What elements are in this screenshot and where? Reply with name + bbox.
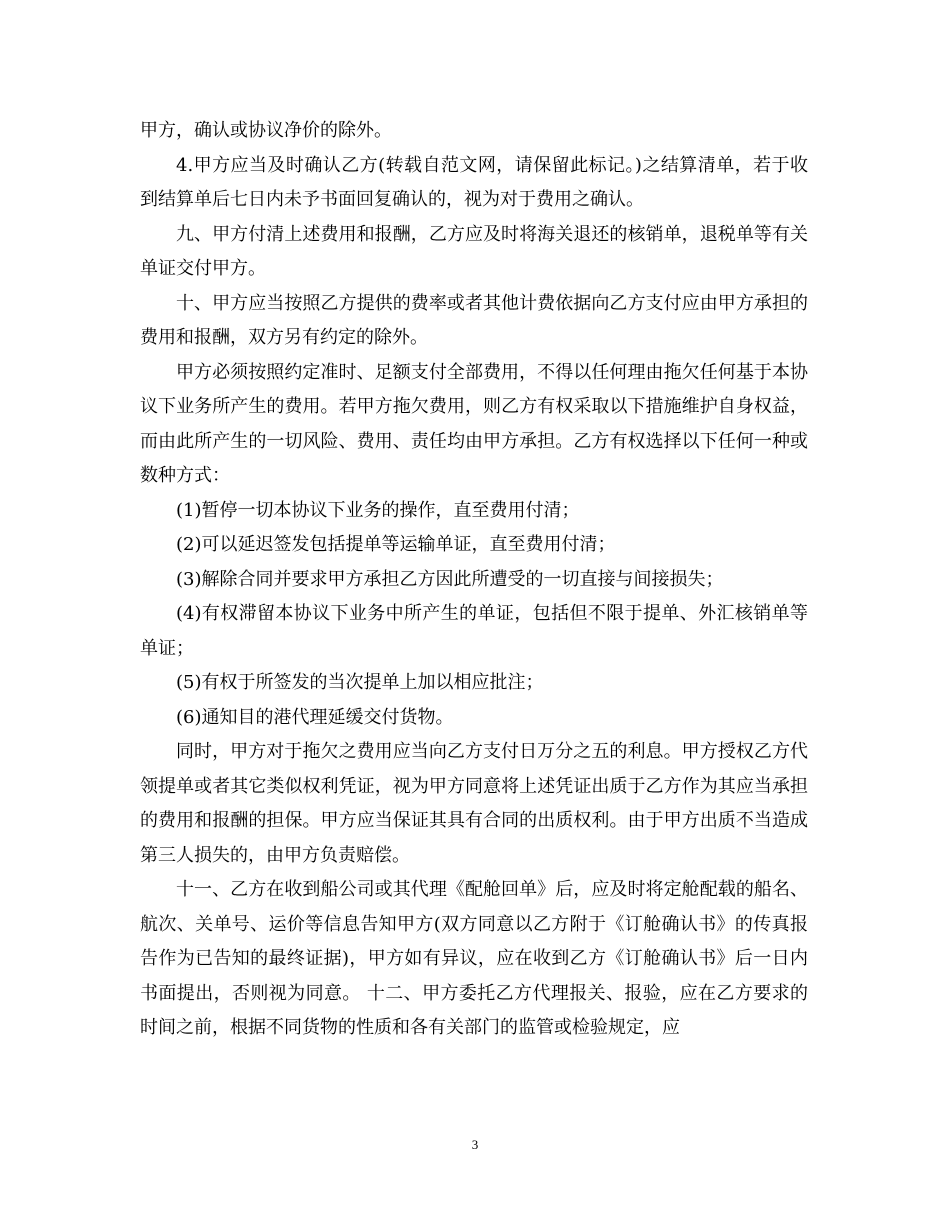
paragraph-9: (4)有权滞留本协议下业务中所产生的单证，包括但不限于提单、外汇核销单等单证； [140, 603, 808, 659]
paragraph-11: (6)通知目的港代理延缓交付货物。 [176, 706, 454, 728]
paragraph-5: 甲方必须按照约定准时、足额支付全部费用，不得以任何理由拖欠任何基于本协议下业务所产生的费用。若甲方拖欠费用，则乙方有权采取以下措施维护自身权益，而由此所产生的一切风险、费用、责任均由甲方承担。乙方有权选择以下任何一种或数种方式： [140, 361, 808, 486]
paragraph-7: (2)可以延迟签发包括提单等运输单证，直至费用付清； [176, 534, 616, 555]
paragraph-1: 甲方，确认或协议净价的除外。 [140, 120, 392, 141]
paragraph-8: (3)解除合同并要求甲方承担乙方因此所遭受的一切直接与间接损失； [176, 568, 724, 590]
paragraph-3: 九、甲方付清上述费用和报酬，乙方应及时将海关退还的核销单，退税单等有关单证交付甲方。 [140, 223, 808, 279]
paragraph-13: 十一、乙方在收到船公司或其代理《配舱回单》后，应及时将定舱配载的船名、航次、关单号、运价等信息告知甲方(双方同意以乙方附于《订舱确认书》的传真报告作为已告知的最终证据)，甲方如有异议，应在收到乙方《订舱确认书》后一日内书面提出，否则视为同意。 十二、甲方委托乙方代理报关、报验，应在乙方要求的时间之前，根据不同货物的性质和各有关部门的监管或检验规定，应 [140, 879, 808, 1038]
paragraph-12: 同时，甲方对于拖欠之费用应当向乙方支付日万分之五的利息。甲方授权乙方代领提单或者其它类似权利凭证，视为甲方同意将上述凭证出质于乙方作为其应当承担的费用和报酬的担保。甲方应当保证其具有合同的出质权利。由于甲方出质不当造成第三人损失的，由甲方负责赔偿。 [140, 741, 808, 866]
paragraph-10: (5)有权于所签发的当次提单上加以相应批注； [176, 672, 544, 693]
body-text [140, 114, 808, 1046]
paragraph-2: 4.甲方应当及时确认乙方(转载自范文网，请保留此标记。)之结算清单，若于收到结算单后七日内未予书面回复确认的，视为对于费用之确认。 [140, 154, 808, 210]
paragraph-4: 十、甲方应当按照乙方提供的费率或者其他计费依据向乙方支付应由甲方承担的费用和报酬，双方另有约定的除外。 [140, 292, 808, 348]
page-number: 3 [471, 1137, 479, 1152]
paragraph-6: (1)暂停一切本协议下业务的操作，直至费用付清； [176, 499, 580, 521]
